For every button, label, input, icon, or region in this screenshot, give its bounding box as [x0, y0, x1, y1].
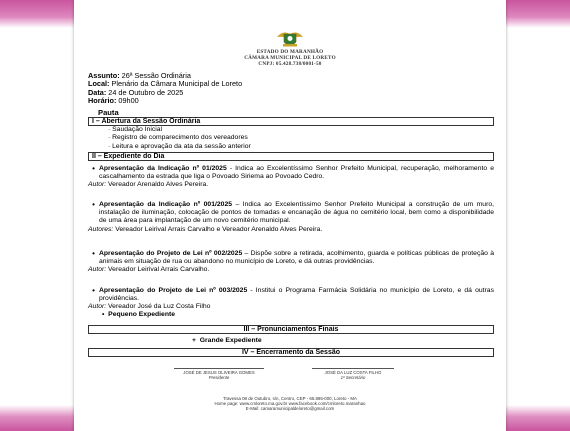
footer-links: Home page: www.cmloreto.ma.gov.br www.facebook.com/cmloreto.maranhao — [214, 401, 366, 407]
signature-line — [174, 368, 264, 369]
section-pronunciamentos: III – Pronunciamentos Finais — [88, 325, 494, 334]
document-page — [74, 0, 506, 431]
signature-line — [312, 368, 394, 369]
list-item: · Registro de comparecimento dos vereadores — [108, 134, 248, 142]
signature-secretario — [312, 368, 394, 380]
bullet-icon: • — [92, 200, 95, 209]
author-label: Autor: — [88, 181, 107, 189]
author-name: Vereador Arenaldo Alves Pereira. — [106, 181, 209, 189]
expediente-item-2 — [88, 201, 494, 234]
footer-email: E-Mail: camaramunicipaldeloreto@gmail.com — [245, 406, 335, 412]
list-item: · Leitura e aprovação da ata da sessão anterior — [108, 142, 251, 150]
item-title: Apresentação da Indicação nº 01/2025 — [99, 165, 227, 172]
grande-expediente — [192, 337, 262, 345]
section-expediente: II – Expediente do Dia — [88, 152, 494, 161]
pequeno-expediente-label: Pequeno Expediente — [108, 311, 176, 318]
signature-name: JOSÉ DE JESUS OLIVEIRA GOMES — [183, 370, 255, 375]
horario-value: 09h00 — [116, 95, 139, 105]
bullet-icon: • — [92, 249, 95, 258]
footer — [74, 396, 506, 412]
item-title: Apresentação da Indicação nº 001/2025 — [99, 201, 233, 208]
author-name: Vereador Leirival Arrais Carvalho. — [106, 266, 210, 274]
data-value: 24 de Outubro de 2025 — [106, 87, 184, 97]
local-value: Plenário da Câmara Municipal de Loreto — [109, 79, 243, 89]
expediente-item-4 — [88, 287, 494, 312]
pequeno-expediente — [102, 311, 175, 319]
bullet-icon: • — [102, 311, 109, 318]
org-cnpj: CNPJ: 05.428.738/0001-50 — [258, 60, 322, 67]
org-state: ESTADO DO MARANHÃO — [256, 49, 324, 55]
item-body: - Institui o Programa Farmácia Solidária no município de Loreto, e dá outras providências. — [99, 287, 494, 303]
item-title: Apresentação do Projeto de Lei nº 002/2025 — [99, 250, 243, 257]
list-item: · Saudação Inicial — [108, 126, 163, 133]
author-label: Autor: — [88, 303, 107, 311]
author-name: Vereador Leirival Arrais Carvalho e Vereador Arenaldo Alves Pereira. — [113, 225, 323, 233]
horario-label: Horário: — [88, 95, 117, 105]
coat-of-arms-icon — [275, 28, 305, 50]
author-label: Autores: — [88, 225, 114, 233]
signature-presidente — [174, 368, 264, 380]
expediente-item-3 — [88, 250, 494, 275]
footer-address: Travessa 08 de Outubro, s/n, Centro, CEP - 65.895-000, Loreto - MA — [223, 396, 357, 401]
author-label: Autor: — [88, 266, 107, 274]
org-name: CÂMARA MUNICIPAL DE LORETO — [244, 54, 336, 61]
assunto-label: Assunto: — [88, 71, 120, 80]
bullet-icon: + — [192, 337, 200, 344]
item-body: - Indica ao Excelentíssimo Senhor Prefeito Municipal, recuperação, melhoramento e cascalhamento da estrada que liga o Povoado Siriema ao Povoado Cedro. — [99, 165, 494, 181]
bullet-icon: • — [92, 286, 95, 295]
signature-role: Presidente — [208, 375, 230, 380]
local-label: Local: — [88, 79, 110, 89]
expediente-item-1 — [88, 165, 494, 190]
item-body: – Dispõe sobre a retirada, acolhimento, guarda e políticas públicas de proteção à animais em situação de rua ou abandono no município de Loreto, e dá outras providências. — [99, 250, 494, 266]
item-body: – Indica ao Excelentíssimo Senhor Prefeito Municipal a construção de um muro, instalação de iluminação, colocação de pontos de tomadas e encanação de água no cemitério local, bem como a disponibilidade de uma área para implantação de um novo cemitério municipal. — [99, 201, 494, 225]
session-meta — [88, 72, 242, 105]
item-title: Apresentação do Projeto de Lei nº 003/2025 — [99, 287, 248, 294]
assunto-value: 26ª Sessão Ordinária — [119, 71, 191, 80]
section-encerramento: IV – Encerramento da Sessão — [88, 348, 494, 357]
abertura-list — [108, 126, 251, 151]
grande-expediente-label: Grande Expediente — [199, 337, 262, 344]
author-name: Vereador José da Luz Costa Filho — [106, 303, 211, 311]
letterhead — [74, 28, 506, 67]
signature-name: JOSÉ DA LUZ COSTA FILHO — [324, 370, 382, 375]
signature-role: 1º Secretário — [340, 375, 366, 380]
pauta-title: Pauta — [98, 108, 119, 117]
bullet-icon: • — [92, 164, 95, 173]
data-label: Data: — [88, 87, 107, 97]
section-abertura: I – Abertura da Sessão Ordinária — [88, 117, 494, 126]
